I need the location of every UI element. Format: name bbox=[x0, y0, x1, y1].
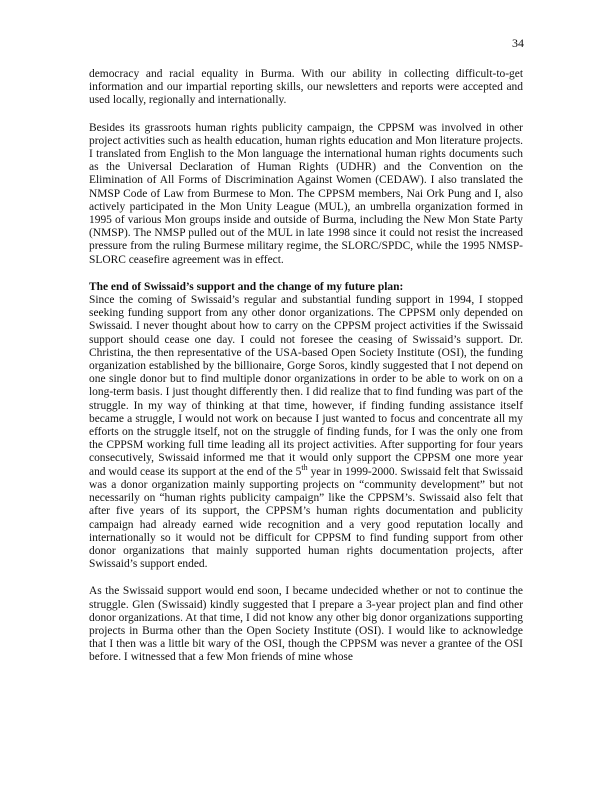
paragraph-4: As the Swissaid support would end soon, I became undecided whether or not to continue the struggle. Glen (Swissaid) kindly suggested that I prepare a 3-year project plan and find other donor organizations. At that time, I did not know any other big donor organizations supporting projects in Burma other than the Open Society Institute (OSI). I would like to acknowledge that I then was a little bit wary of the OSI, though the CPPSM was never a grantee of the OSI before. I witnessed that a few Mon friends of mine whose bbox=[89, 585, 523, 664]
paragraph-3-part-2: year in 1999-2000. Swissaid felt that Swissaid was a donor organization mainly supporting projects on “community development” but not necessarily on “human rights publicity campaign” like the CPPSM’s. Swissaid also felt that after five years of its support, the CPPSM’s human rights documentation and publicity campaign had already earned wide recognition and a very good reputation locally and internationally so it would not be difficult for CPPSM to find funding support from other donor organizations that mainly supported human rights documentation projects, after Swissaid’s support ended. bbox=[89, 465, 523, 571]
paragraph-1: democracy and racial equality in Burma. With our ability in collecting difficult-to-get information and our impartial reporting skills, our newsletters and reports were accepted and used locally, regionally and internationally. bbox=[89, 68, 523, 107]
section-heading: The end of Swissaid’s support and the change of my future plan: bbox=[89, 280, 404, 293]
page-number: 34 bbox=[512, 36, 524, 50]
paragraph-3 bbox=[89, 294, 523, 571]
ordinal-superscript: th bbox=[301, 462, 308, 472]
document-body bbox=[89, 68, 523, 665]
paragraph-3-part-1: Since the coming of Swissaid’s regular and substantial funding support in 1994, I stopped seeking funding support from any other donor organizations. The CPPSM only depended on Swissaid. I never thought about how to carry on the CPPSM project activities if the Swissaid support should cease one day. I could not foresee the ceasing of Swissaid’s support. Dr. Christina, the then representative of the USA-based Open Society Institute (OSI), the funding organization established by the billionaire, Gorge Soros, kindly suggested that I not depend on one single donor but to find multiple donor organizations in order to be able to work on on a long-term basis. I just thought differently then. I did realize that to find funding was part of the struggle. In my way of thinking at that time, however, if finding funding assistance itself became a struggle, I would not work on because I just wanted to focus and concentrate all my efforts on the struggle itself, not on the struggle of finding funds, for I was the only one from the CPPSM working full time leading all its project activities. After supporting for four years consecutively, Swissaid informed me that it would only support the CPPSM one more year and would cease its support at the end of the 5 bbox=[89, 294, 523, 478]
paragraph-2: Besides its grassroots human rights publicity campaign, the CPPSM was involved in other project activities such as health education, human rights education and Mon literature projects. I translated from English to the Mon language the international human rights documents such as the Universal Declaration of Human Rights (UDHR) and the Convention on the Elimination of All Forms of Discrimination Against Women (CEDAW). I also translated the NMSP Code of Law from Burmese to Mon. The CPPSM members, Nai Ork Pung and I, also actively participated in the Mon Unity League (MUL), an umbrella organization formed in 1995 of various Mon groups inside and outside of Burma, including the New Mon State Party (NMSP). The NMSP pulled out of the MUL in late 1998 since it could not resist the increased pressure from the ruling Burmese military regime, the SLORC/SPDC, while the 1995 NMSP-SLORC ceasefire agreement was in effect. bbox=[89, 121, 523, 266]
